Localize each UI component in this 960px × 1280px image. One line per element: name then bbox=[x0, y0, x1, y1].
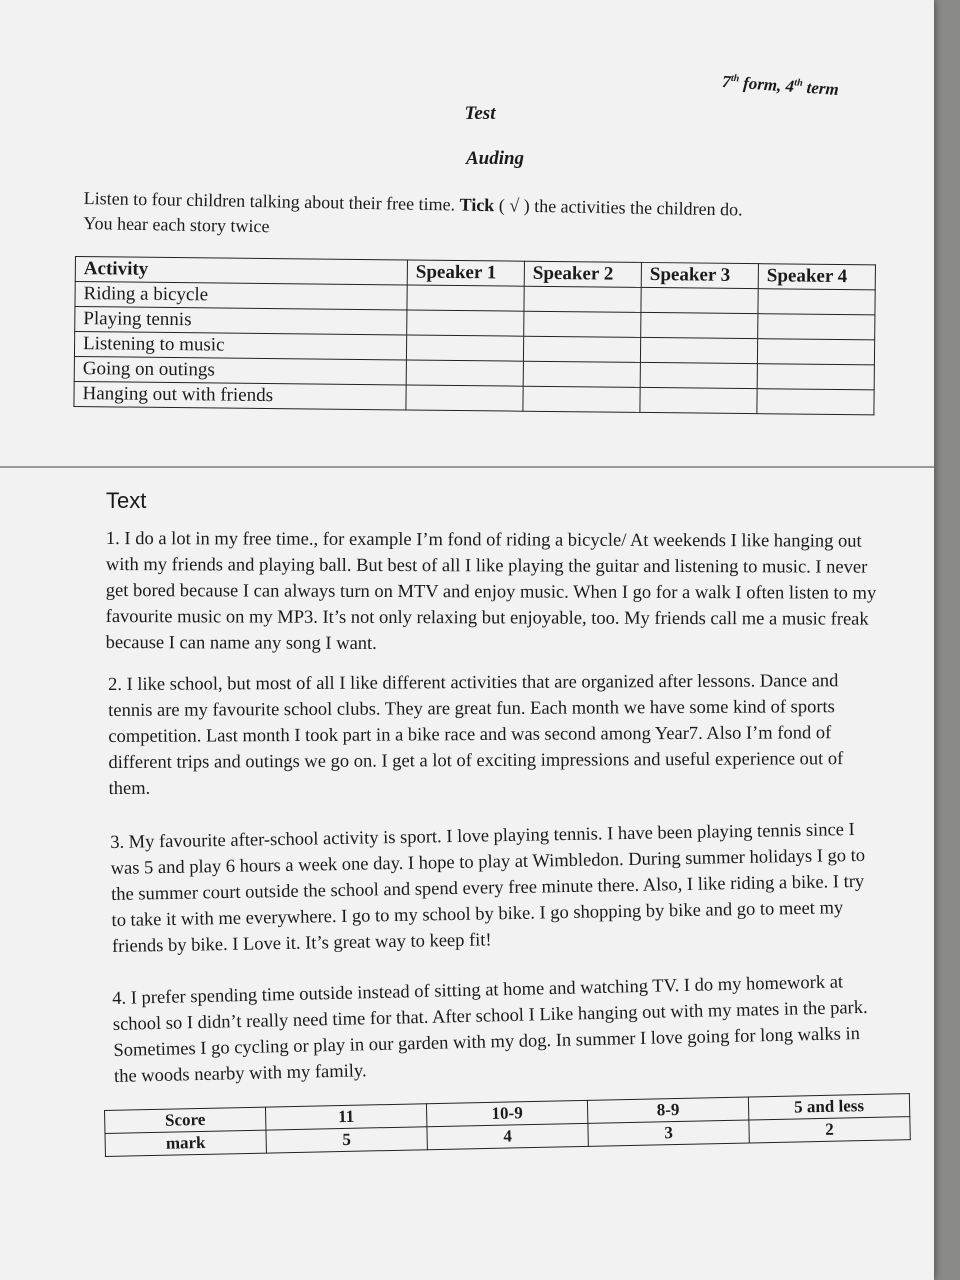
form-suffix: th bbox=[730, 72, 740, 85]
form-number: 7 bbox=[721, 71, 732, 92]
story-2: 2. I like school, but most of all I like different activities that are organized after lessons. Dance and tennis are my favourite school clubs. They are great fun. Each month we have some kind of sports competition. Last month I took part in a bike race and was second among Year7. Also I’m fond of different trips and outings we go on. I get a lot of exciting impressions and useful experience out of them. bbox=[108, 671, 844, 799]
mark-value: 3 bbox=[588, 1120, 749, 1146]
term-number: 4 bbox=[784, 76, 795, 96]
speaker-2-header: Speaker 2 bbox=[524, 261, 641, 287]
tick-cell[interactable] bbox=[757, 389, 874, 415]
form-word: form, bbox=[742, 73, 783, 96]
tick-cell[interactable] bbox=[640, 337, 757, 363]
text-heading: Text bbox=[106, 488, 147, 513]
tick-cell[interactable] bbox=[523, 336, 640, 362]
tick-cell[interactable] bbox=[523, 361, 640, 387]
tick-cell[interactable] bbox=[523, 386, 640, 412]
activity-cell: Playing tennis bbox=[75, 307, 407, 335]
form-term-note bbox=[721, 72, 839, 100]
mark-value: 2 bbox=[749, 1117, 910, 1143]
term-suffix: th bbox=[793, 77, 804, 89]
instructions-text: Listen to four children talking about their free time. bbox=[83, 187, 456, 215]
tick-cell[interactable] bbox=[640, 387, 757, 413]
activity-cell: Riding a bicycle bbox=[75, 282, 407, 310]
activity-header: Activity bbox=[75, 257, 407, 285]
mark-value: 4 bbox=[427, 1123, 588, 1149]
score-value: 8-9 bbox=[587, 1097, 748, 1123]
speaker-3-header: Speaker 3 bbox=[641, 262, 758, 288]
tick-cell[interactable] bbox=[758, 314, 875, 340]
tick-cell[interactable] bbox=[757, 339, 874, 365]
tick-symbol: ( √ ) bbox=[498, 195, 530, 216]
tick-word: Tick bbox=[459, 194, 495, 216]
activity-cell: Listening to music bbox=[74, 332, 406, 360]
score-value: 11 bbox=[265, 1104, 426, 1130]
score-table bbox=[104, 1093, 911, 1157]
tick-cell[interactable] bbox=[407, 310, 524, 336]
tick-cell[interactable] bbox=[406, 360, 523, 386]
story-3: 3. My favourite after-school activity is sport. I love playing tennis. I have been playing tennis since I was 5 and play 6 hours a week one day. I hope to play at Wimbledon. During summer holidays I go to the summer court outside the school and spend every free minute there. Also, I like riding a bike. I try to take it with me everywhere. I go to my school by bike. I go shopping by bike and go to meet my friends by bike. I Love it. It’s great way to keep fit! bbox=[110, 820, 866, 957]
instructions-text-end: the activities the children do. bbox=[534, 195, 743, 220]
paper-fold-line bbox=[0, 466, 934, 468]
speaker-4-header: Speaker 4 bbox=[758, 264, 875, 290]
tick-cell[interactable] bbox=[641, 287, 758, 313]
mark-value: 5 bbox=[266, 1127, 427, 1153]
term-word: term bbox=[805, 77, 840, 100]
story-1: 1. I do a lot in my free time., for example I’m fond of riding a bicycle/ At weekends I like hanging out with my friends and playing ball. But best of all I like playing the guitar and listening to music. I never get bored because I can always turn on MTV and enjoy music. When I go for a walk I often listen to my favourite music on my MP3. It’s not only relaxing but enjoyable, too. My friends call me a music freak because I can name any song I want. bbox=[105, 529, 877, 654]
instructions-line2: You hear each story twice bbox=[83, 212, 270, 237]
speaker-1-header: Speaker 1 bbox=[407, 260, 524, 286]
activity-cell: Hanging out with friends bbox=[74, 381, 406, 409]
tick-cell[interactable] bbox=[640, 362, 757, 388]
mark-label: mark bbox=[105, 1130, 266, 1156]
tick-cell[interactable] bbox=[524, 311, 641, 337]
tick-cell[interactable] bbox=[757, 364, 874, 390]
tick-cell[interactable] bbox=[524, 286, 641, 312]
tick-cell[interactable] bbox=[406, 335, 523, 361]
score-label: Score bbox=[105, 1107, 266, 1133]
tick-cell[interactable] bbox=[641, 312, 758, 338]
tick-cell[interactable] bbox=[758, 289, 875, 315]
page-title: Test bbox=[464, 103, 496, 124]
score-value: 10-9 bbox=[426, 1100, 587, 1126]
instructions bbox=[83, 186, 844, 249]
activity-table bbox=[73, 256, 876, 415]
story-4: 4. I prefer spending time outside instead of sitting at home and watching TV. I do my homework at school so I didn’t really need time for that. After school I Like hanging out with my mates in the park. Sometimes I go cycling or play in our garden with my dog. In summer I love going for long walks in the woods nearby with my family. bbox=[112, 972, 868, 1087]
activity-cell: Going on outings bbox=[74, 356, 406, 384]
page-subtitle: Auding bbox=[465, 148, 525, 169]
tick-cell[interactable] bbox=[407, 285, 524, 311]
score-value: 5 and less bbox=[748, 1094, 909, 1120]
tick-cell[interactable] bbox=[406, 385, 523, 411]
